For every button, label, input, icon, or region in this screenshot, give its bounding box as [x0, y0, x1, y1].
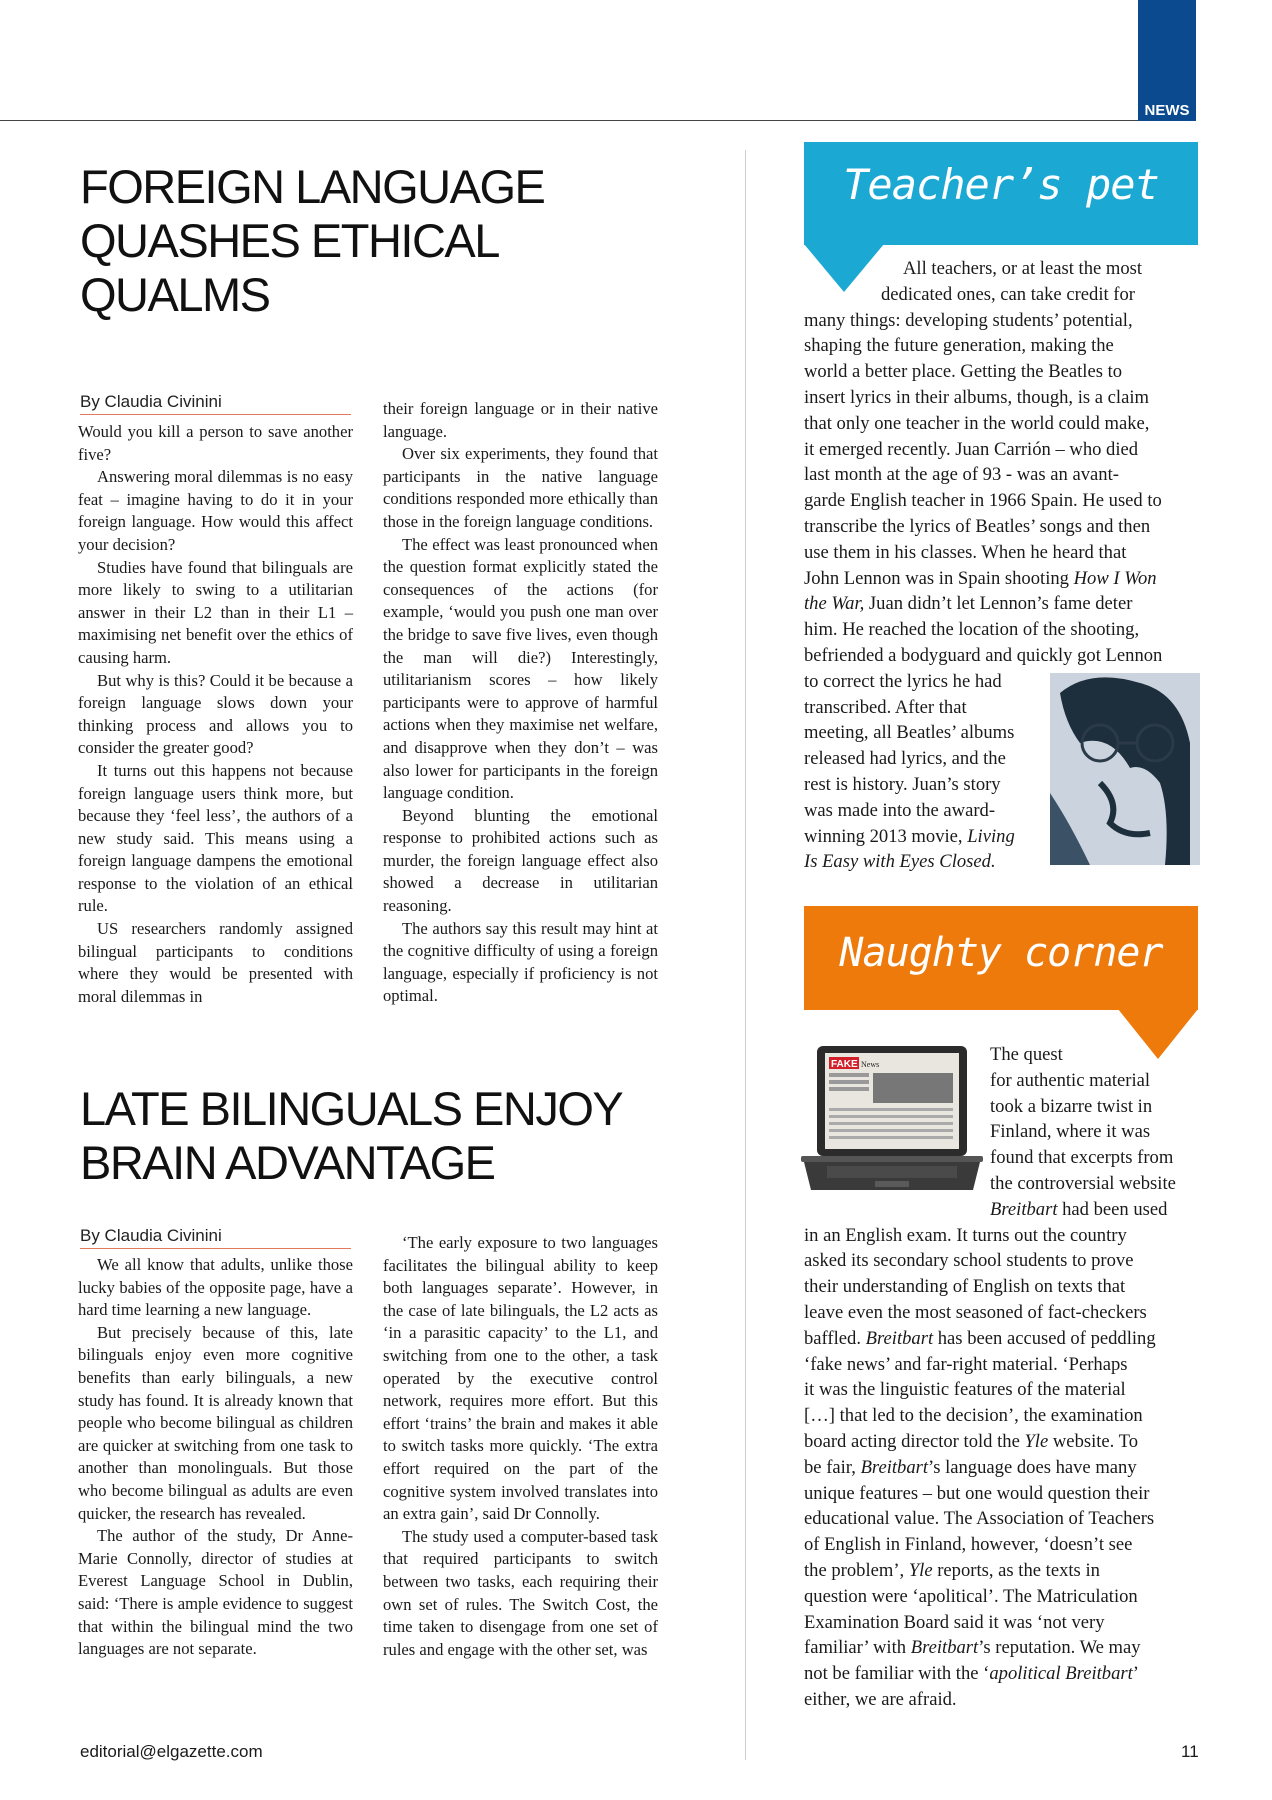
text-line: was made into the award- — [804, 799, 996, 821]
article2-column-2 — [383, 1232, 658, 1661]
text-line: transcribe the lyrics of Beatles’ songs and then — [804, 515, 1151, 537]
paragraph: Studies have found that bilinguals are more likely to swing to a utilitarian answer in their L2 than in their L1 – maximising net benefit over the ethics of causing harm. — [78, 557, 353, 667]
paragraph: Answering moral dilemmas is no easy feat – imagine having to do it in your foreign language. How would this affect your decision? — [78, 467, 353, 554]
section-label: NEWS — [1144, 102, 1190, 119]
text-line: educational value. The Association of Teachers — [804, 1508, 1155, 1530]
headline-line: BRAIN ADVANTAGE — [80, 1136, 495, 1189]
paragraph: The study used a computer-based task that required participants to switch between two tasks, each requiring their own set of rules. The Switch Cost, the time taken to disengage from one set of rules and engage with the other set, was — [383, 1526, 658, 1659]
paragraph: The authors say this result may hint at the cognitive difficulty of using a foreign language, especially if proficiency is not optimal. — [383, 918, 658, 1006]
text-line: Breitbart had been used — [990, 1198, 1168, 1220]
text-line: use them in his classes. When he heard that — [804, 541, 1127, 563]
text-line: to correct the lyrics he had — [804, 670, 1002, 692]
headline-line: FOREIGN LANGUAGE — [80, 160, 545, 213]
text-line: Finland, where it was — [990, 1121, 1151, 1143]
paragraph: The author of the study, Dr Anne-Marie Connolly, director of studies at Everest Language School in Dublin, said: ‘There is ample evidence to suggest that within the bilingual mind the two languages are not separate. — [78, 1526, 353, 1659]
section-tab — [1138, 0, 1196, 121]
paragraph: ‘The early exposure to two languages facilitates the bilingual ability to keep both languages separate’. However, in the case of late bilinguals, the L2 acts as ‘in a parasitic capacity’ to the L1, and switching from one to the other, a task operated by the executive control network, requires more effort. But this effort ‘trains’ the brain and makes it able to switch tasks more quickly. ‘The extra effort required on the part of the cognitive system involved translates into an extra gain’, said Dr Connolly. — [383, 1233, 658, 1524]
text-line: the problem’, Yle reports, as the texts in — [804, 1559, 1100, 1581]
text-line: him. He reached the location of the shooting, — [804, 619, 1140, 641]
paragraph: But why is this? Could it be because a foreign language slows down your thinking process and allows you to consider the greater good? — [78, 670, 353, 758]
text-line: found that excerpts from — [990, 1147, 1174, 1169]
text-line: […] that led to the decision’, the examination — [804, 1405, 1143, 1427]
article1-byline: By Claudia Civinini — [80, 392, 351, 415]
text-line: it emerged recently. Juan Carrión – who died — [804, 438, 1139, 460]
text-line: either, we are afraid. — [804, 1688, 957, 1710]
text-line: released had lyrics, and the — [804, 748, 1006, 770]
text-line: last month at the age of 93 - was an avant- — [804, 464, 1119, 486]
text-line: their understanding of English on texts that — [804, 1276, 1126, 1298]
article1-headline — [80, 160, 640, 322]
naughty-corner-title: Naughty corner — [839, 930, 1163, 976]
article2-headline — [80, 1082, 680, 1190]
text-line: John Lennon was in Spain shooting How I Won — [804, 567, 1157, 589]
column-divider — [745, 150, 746, 1760]
teachers-pet-title: Teacher’s pet — [843, 160, 1159, 209]
paragraph: US researchers randomly assigned bilingual participants to conditions where they would be presented with moral dilemmas in — [78, 919, 353, 1006]
headline-line: QUALMS — [80, 268, 270, 321]
text-line: Examination Board said it was ‘not very — [804, 1611, 1105, 1633]
text-line: unique features – but one would question their — [804, 1482, 1150, 1504]
article2-byline: By Claudia Civinini — [80, 1226, 351, 1249]
fake-news-label: FAKE — [831, 1059, 858, 1070]
text-line: that only one teacher in the world could make, — [804, 412, 1150, 434]
text-line: Is Easy with Eyes Closed. — [804, 851, 996, 873]
text-line: not be familiar with the ‘apolitical Breitbart’ — [804, 1663, 1139, 1685]
paragraph: We all know that adults, unlike those lucky babies of the opposite page, have a hard time learning a new language. — [78, 1255, 353, 1320]
paragraph: It turns out this happens not because foreign language users think more, but because they ‘feel less’, the authors of a new study said. This means using a foreign language dampens the emotional response to the violation of an ethical rule. — [78, 760, 353, 916]
text-line: meeting, all Beatles’ albums — [804, 722, 1015, 744]
text-line: the War, Juan didn’t let Lennon’s fame deter — [804, 593, 1133, 615]
naughty-corner-text — [804, 1042, 1204, 1713]
text-line: winning 2013 movie, Living — [804, 825, 1015, 847]
text-line: asked its secondary school students to prove — [804, 1250, 1134, 1272]
text-line: of English in Finland, however, ‘doesn’t see — [804, 1534, 1133, 1556]
text-line: dedicated ones, can take credit for — [881, 283, 1135, 305]
text-line: transcribed. After that — [804, 696, 967, 718]
paragraph: their foreign language or in their native language. — [383, 399, 658, 441]
footer-email: editorial@elgazette.com — [80, 1742, 263, 1761]
paragraph: Would you kill a person to save another five? — [78, 422, 353, 464]
page-number: 11 — [1181, 1742, 1199, 1761]
text-line: rest is history. Juan’s story — [804, 773, 1001, 795]
article2-column-1 — [78, 1254, 353, 1661]
text-line: leave even the most seasoned of fact-checkers — [804, 1301, 1147, 1323]
text-line: All teachers, or at least the most — [903, 258, 1143, 279]
text-line: be fair, Breitbart’s language does have many — [804, 1456, 1137, 1478]
text-line: baffled. Breitbart has been accused of peddling — [804, 1327, 1156, 1349]
news-label: News — [861, 1060, 880, 1069]
text-line: ‘fake news’ and far-right material. ‘Perhaps — [804, 1353, 1128, 1375]
text-line: for authentic material — [990, 1069, 1151, 1091]
paragraph: But precisely because of this, late bilinguals enjoy even more cognitive benefits than early bilinguals, a new study has found. It is already known that people who become bilingual as children are quicker at switching from one task to another than monolinguals. But those who become bilingual as adults are even quicker, the research has revealed. — [78, 1322, 353, 1523]
text-line: it was the linguistic features of the material — [804, 1379, 1126, 1401]
article1-column-1 — [78, 421, 353, 1008]
text-line: took a bizarre twist in — [990, 1095, 1153, 1117]
headline-line: QUASHES ETHICAL — [80, 214, 499, 267]
text-line: shaping the future generation, making the — [804, 335, 1114, 357]
paragraph: Over six experiments, they found that participants in the native language conditions responded more ethically than those in the foreign language conditions. — [383, 444, 658, 531]
header-rule — [0, 120, 1196, 121]
text-line: the controversial website — [990, 1172, 1176, 1194]
headline-line: LATE BILINGUALS ENJOY — [80, 1082, 623, 1135]
text-line: in an English exam. It turns out the country — [804, 1224, 1127, 1246]
text-line: insert lyrics in their albums, though, is a claim — [804, 386, 1149, 408]
john-lennon-portrait-image — [1050, 673, 1200, 865]
text-line: garde English teacher in 1966 Spain. He used to — [804, 490, 1162, 512]
text-line: world a better place. Getting the Beatles to — [804, 361, 1123, 383]
text-line: familiar’ with Breitbart’s reputation. We may — [804, 1637, 1141, 1659]
text-line: board acting director told the Yle website. To — [804, 1430, 1138, 1452]
text-line: befriended a bodyguard and quickly got Lennon — [804, 644, 1163, 666]
text-line: The quest — [990, 1044, 1063, 1065]
paragraph: Beyond blunting the emotional response to prohibited actions such as murder, the foreign language effect also showed a decrease in utilitarian reasoning. — [383, 805, 658, 916]
text-line: many things: developing students’ potential, — [804, 309, 1133, 331]
text-line: question were ‘apolitical’. The Matriculation — [804, 1585, 1138, 1607]
paragraph: The effect was least pronounced when the question format explicitly stated the consequences of the actions (for example, ‘would you push one man over the bridge to save five lives, even though the man will die?) Interestingly, utilitarianism scores – how likely participants were to approve of harmful actions when they maximise net welfare, and disapprove when they don’t – was also lower for participants in the foreign language condition. — [383, 534, 658, 803]
article1-column-2 — [383, 398, 658, 1008]
